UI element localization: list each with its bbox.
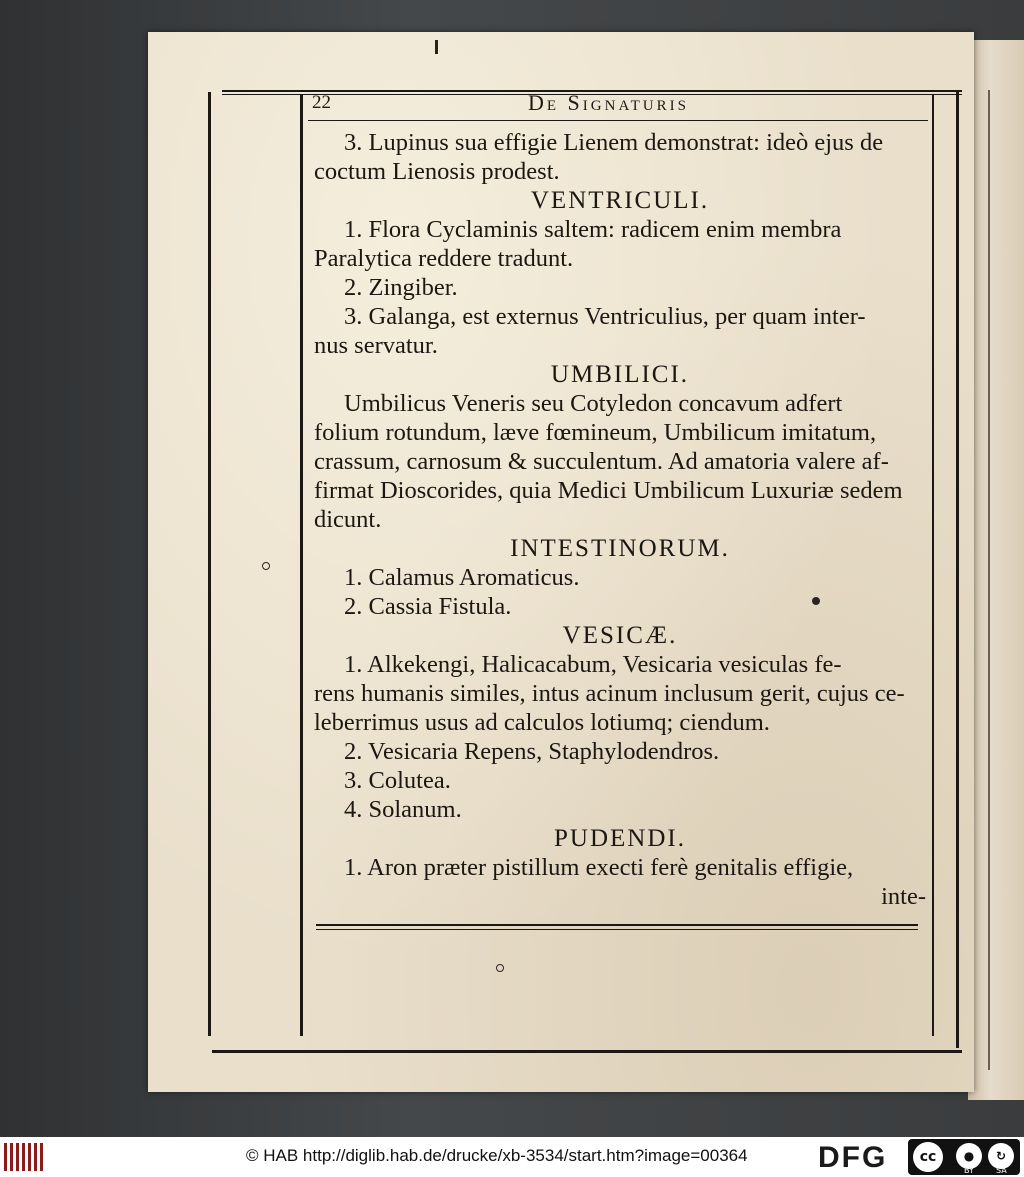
- book-page: [148, 32, 974, 1092]
- section-heading: INTESTINORUM.: [510, 535, 730, 562]
- text-line: nus servatur.: [314, 332, 438, 359]
- text-line: 3. Colutea.: [344, 767, 451, 794]
- page-mark: [435, 40, 438, 54]
- hab-logo-icon: [4, 1143, 48, 1171]
- section-heading: PUDENDI.: [554, 825, 686, 852]
- sa-label: SA: [996, 1166, 1007, 1175]
- text-line: folium rotundum, læve fœmineum, Umbilicum imitatum,: [314, 419, 877, 446]
- page-speck: [496, 964, 504, 972]
- credit-bar: [0, 1137, 1024, 1177]
- adjacent-page: [968, 40, 1024, 1100]
- text-line: coctum Lienosis prodest.: [314, 158, 560, 185]
- section-heading: UMBILICI.: [550, 361, 690, 388]
- text-line: 3. Lupinus sua effigie Lienem demonstrat: ideò ejus de: [344, 129, 884, 156]
- text-line: 1. Calamus Aromaticus.: [344, 564, 580, 591]
- text-line: dicunt.: [314, 506, 382, 533]
- text-line: Umbilicus Veneris seu Cotyledon concavum adfert: [344, 390, 843, 417]
- text-line: 3. Galanga, est externus Ventriculius, per quam inter-: [344, 303, 866, 330]
- text-line: inte-: [881, 883, 926, 910]
- text-line: Paralytica reddere tradunt.: [314, 245, 574, 272]
- page-body: [314, 128, 926, 911]
- by-label: BY: [964, 1166, 974, 1175]
- text-line: firmat Dioscorides, quia Medici Umbilicum Luxuriæ sedem: [314, 477, 903, 504]
- page-number: 22: [312, 92, 331, 113]
- text-line: 2. Cassia Fistula.: [344, 593, 512, 620]
- text-line: 2. Vesicaria Repens, Staphylodendros.: [344, 738, 720, 765]
- page-speck: [262, 562, 270, 570]
- dfg-logo: DFG: [818, 1141, 888, 1174]
- running-head: De Signaturis: [528, 90, 689, 115]
- page-header: [308, 92, 928, 118]
- sa-icon: ↻: [988, 1143, 1014, 1169]
- cc-icon: cc: [913, 1142, 943, 1172]
- by-icon: ●: [956, 1143, 982, 1169]
- section-heading: VESICÆ.: [562, 622, 678, 649]
- text-line: rens humanis similes, intus acinum inclusum gerit, cujus ce-: [314, 680, 905, 707]
- section-heading: VENTRICULI.: [530, 187, 710, 214]
- text-line: crassum, carnosum & succulentum. Ad amatoria valere af-: [314, 448, 889, 475]
- text-line: 4. Solanum.: [344, 796, 462, 823]
- text-line: 1. Aron præter pistillum execti ferè genitalis effigie,: [344, 854, 854, 881]
- cc-license-badge: [908, 1139, 1020, 1175]
- credit-text: © HAB http://diglib.hab.de/drucke/xb-3534/start.htm?image=00364: [246, 1146, 748, 1165]
- text-line: leberrimus usus ad calculos lotiumq; ciendum.: [314, 709, 770, 736]
- text-line: 2. Zingiber.: [344, 274, 458, 301]
- text-line: 1. Flora Cyclaminis saltem: radicem enim membra: [344, 216, 842, 243]
- text-line: 1. Alkekengi, Halicacabum, Vesicaria vesiculas fe-: [344, 651, 842, 678]
